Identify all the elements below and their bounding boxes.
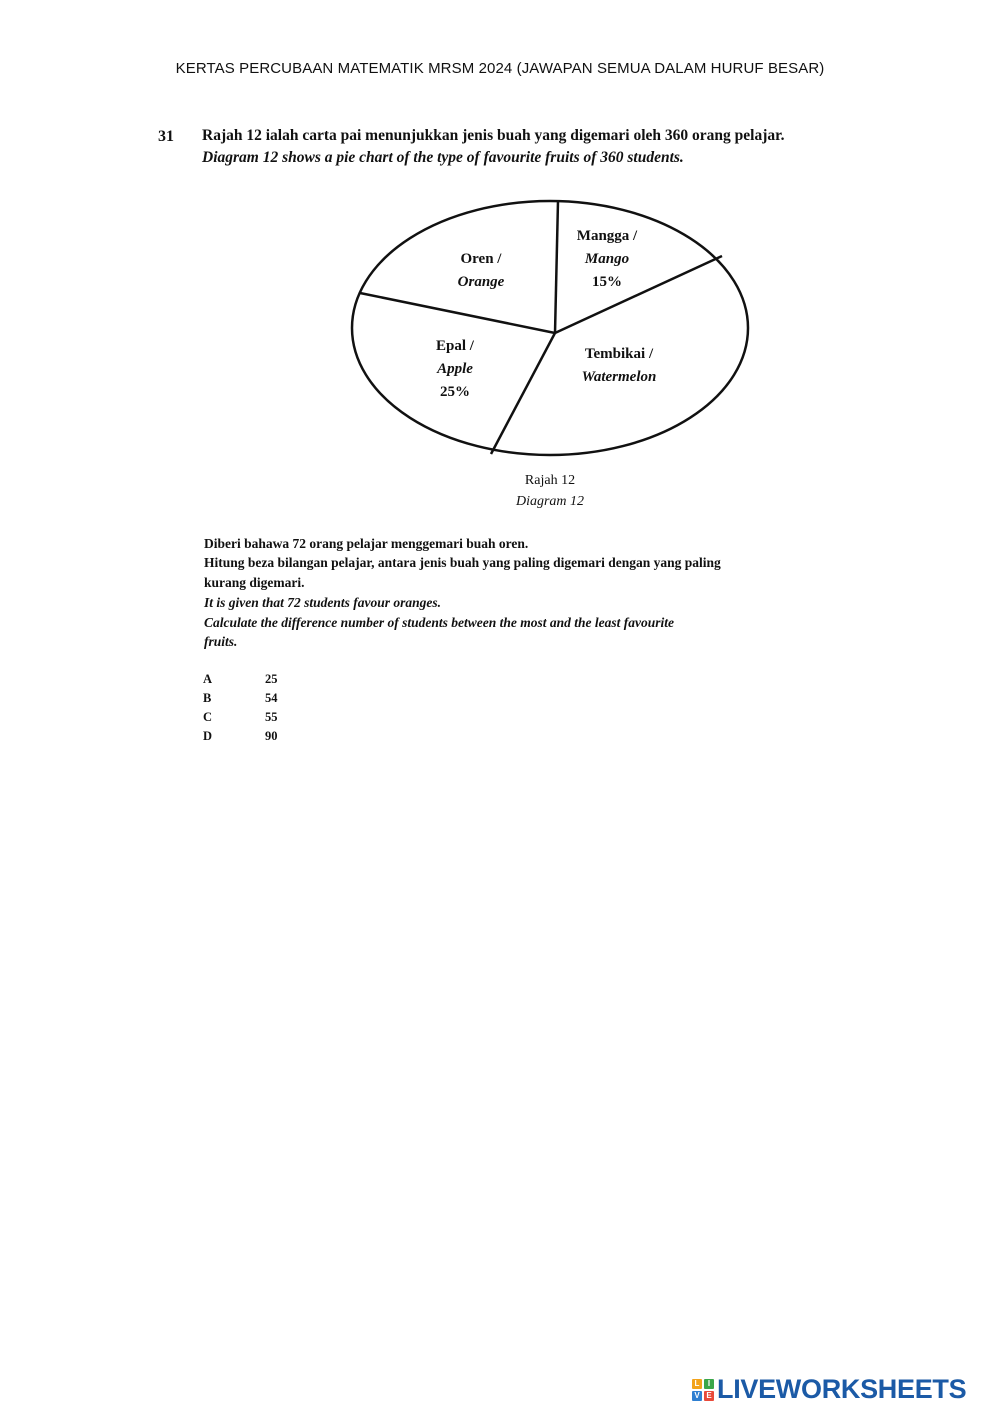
logo-text: LIVEWORKSHEETS <box>717 1374 967 1404</box>
pie-slice-boundary <box>360 293 555 333</box>
option-c[interactable] <box>203 710 278 725</box>
chart-caption-english: Diagram 12 <box>515 494 585 509</box>
pie-slice-label: Orange <box>457 274 505 290</box>
pie-slice-label: Oren / <box>460 251 502 267</box>
given-text-malay: Diberi bahawa 72 orang pelajar menggemari buah oren. <box>204 536 529 551</box>
option-letter: A <box>203 672 213 686</box>
pie-slice-label: 15% <box>592 274 622 290</box>
pie-slice-boundary <box>555 201 558 333</box>
option-d[interactable] <box>203 729 278 744</box>
pie-slice-label: Mango <box>584 251 630 267</box>
option-letter: B <box>203 691 212 705</box>
instruction-english-line2: fruits. <box>204 634 238 649</box>
instruction-english-line1: Calculate the difference number of students between the most and the least favourite <box>204 615 674 630</box>
option-letter: C <box>203 710 213 724</box>
liveworksheets-logo[interactable] <box>692 1374 966 1405</box>
option-value: 25 <box>265 672 278 686</box>
option-b[interactable] <box>203 691 278 706</box>
given-text-english: It is given that 72 students favour oranges. <box>204 595 442 610</box>
pie-slice-boundary <box>491 333 555 454</box>
pie-outline <box>352 201 748 455</box>
pie-chart <box>345 195 765 465</box>
logo-cell: L <box>692 1379 702 1389</box>
logo-cell: V <box>692 1391 702 1401</box>
question-number: 31 <box>158 128 174 145</box>
option-value: 90 <box>265 729 278 743</box>
option-letter: D <box>203 729 213 743</box>
instruction-malay-line2: kurang digemari. <box>204 575 305 590</box>
logo-icon <box>692 1379 714 1401</box>
option-value: 55 <box>265 710 278 724</box>
question-text-english: Diagram 12 shows a pie chart of the type of favourite fruits of 360 students. <box>202 149 684 166</box>
logo-cell: E <box>704 1391 714 1401</box>
page-header: KERTAS PERCUBAAN MATEMATIK MRSM 2024 (JAWAPAN SEMUA DALAM HURUF BESAR) <box>175 60 825 77</box>
pie-slice-label: Watermelon <box>581 369 657 385</box>
option-value: 54 <box>265 691 278 705</box>
pie-slice-label: Epal / <box>436 338 474 354</box>
chart-caption-malay: Rajah 12 <box>524 473 576 488</box>
option-a[interactable] <box>203 672 278 687</box>
pie-slice-boundary <box>555 256 722 333</box>
question-text-malay: Rajah 12 ialah carta pai menunjukkan jenis buah yang digemari oleh 360 orang pelajar. <box>202 127 785 144</box>
pie-slice-label: Apple <box>437 361 473 377</box>
pie-slice-label: Mangga / <box>576 228 638 244</box>
logo-cell: I <box>704 1379 714 1389</box>
pie-slice-label: 25% <box>440 384 470 400</box>
instruction-malay-line1: Hitung beza bilangan pelajar, antara jenis buah yang paling digemari dengan yang paling <box>204 555 721 570</box>
pie-slice-label: Tembikai / <box>584 346 654 362</box>
